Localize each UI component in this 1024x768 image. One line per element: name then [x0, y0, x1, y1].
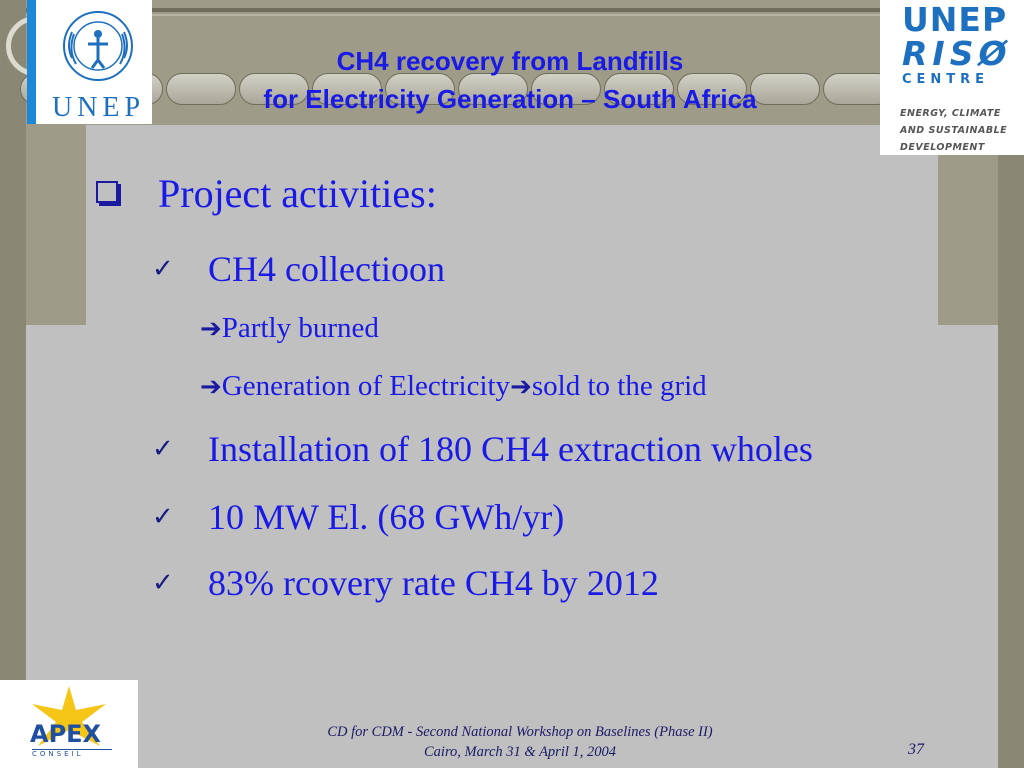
slide-footer: [250, 722, 790, 762]
frame-top-line: [26, 8, 996, 12]
right-arrow-icon: ➔: [200, 372, 222, 402]
checkmark-icon: ✓: [152, 434, 174, 463]
riso-logo-subtitle: [900, 105, 1024, 156]
riso-logo-centre: CENTRE: [902, 72, 990, 87]
apex-logo-subtext: CONSEIL: [32, 749, 112, 758]
list-item: [152, 562, 659, 604]
slide-title-line2: for Electricity Generation – South Africa: [263, 84, 757, 114]
list-item: [152, 496, 564, 538]
right-arrow-icon: ➔: [510, 372, 532, 402]
side-band-left: [26, 125, 86, 325]
footer-line1: CD for CDM - Second National Workshop on Baselines (Phase II): [327, 724, 713, 740]
checkmark-icon: ✓: [152, 502, 174, 531]
slide-title: [160, 42, 860, 118]
right-arrow-icon: ➔: [200, 314, 222, 344]
list-item-text: 83% rcovery rate CH4 by 2012: [208, 563, 659, 603]
checkmark-icon: ✓: [152, 254, 174, 283]
unep-riso-centre-logo: [880, 0, 1024, 155]
square-bullet-icon: [96, 181, 118, 203]
heading-text: Project activities:: [158, 171, 437, 216]
sub-list-item: [200, 312, 379, 345]
list-item: [152, 428, 813, 470]
sub-list-item-text: Partly burned: [221, 312, 379, 344]
sub-list-item: [200, 370, 707, 403]
heading-bullet: [96, 170, 437, 217]
slide-title-line1: CH4 recovery from Landfills: [336, 46, 684, 76]
riso-logo-line2: RISØ: [902, 34, 1012, 73]
frame-top-line: [26, 14, 996, 16]
footer-line2: Cairo, March 31 & April 1, 2004: [424, 744, 616, 760]
checkmark-icon: ✓: [152, 568, 174, 597]
riso-subtitle-line3: DEVELOPMENT: [900, 142, 985, 153]
unep-logo-text: UNEP: [51, 92, 146, 123]
list-item-text: 10 MW El. (68 GWh/yr): [208, 497, 565, 537]
riso-logo-line1: UNEP: [902, 0, 1008, 39]
unep-logo: [27, 0, 152, 124]
sub-list-item-text: Generation of Electricity: [221, 370, 511, 402]
apex-conseil-logo: [0, 680, 138, 768]
page-number: 37: [908, 741, 924, 758]
list-item-text: Installation of 180 CH4 extraction wholes: [208, 429, 813, 469]
list-item: [152, 248, 445, 290]
sub-list-item-text: sold to the grid: [531, 370, 707, 402]
riso-subtitle-line1: ENERGY, CLIMATE: [900, 108, 1001, 119]
apex-logo-text: APEX: [30, 720, 102, 748]
list-item-text: CH4 collectioon: [208, 249, 445, 289]
content-panel: [86, 125, 938, 325]
unep-emblem-icon: [58, 6, 138, 86]
riso-subtitle-line2: AND SUSTAINABLE: [900, 125, 1008, 136]
